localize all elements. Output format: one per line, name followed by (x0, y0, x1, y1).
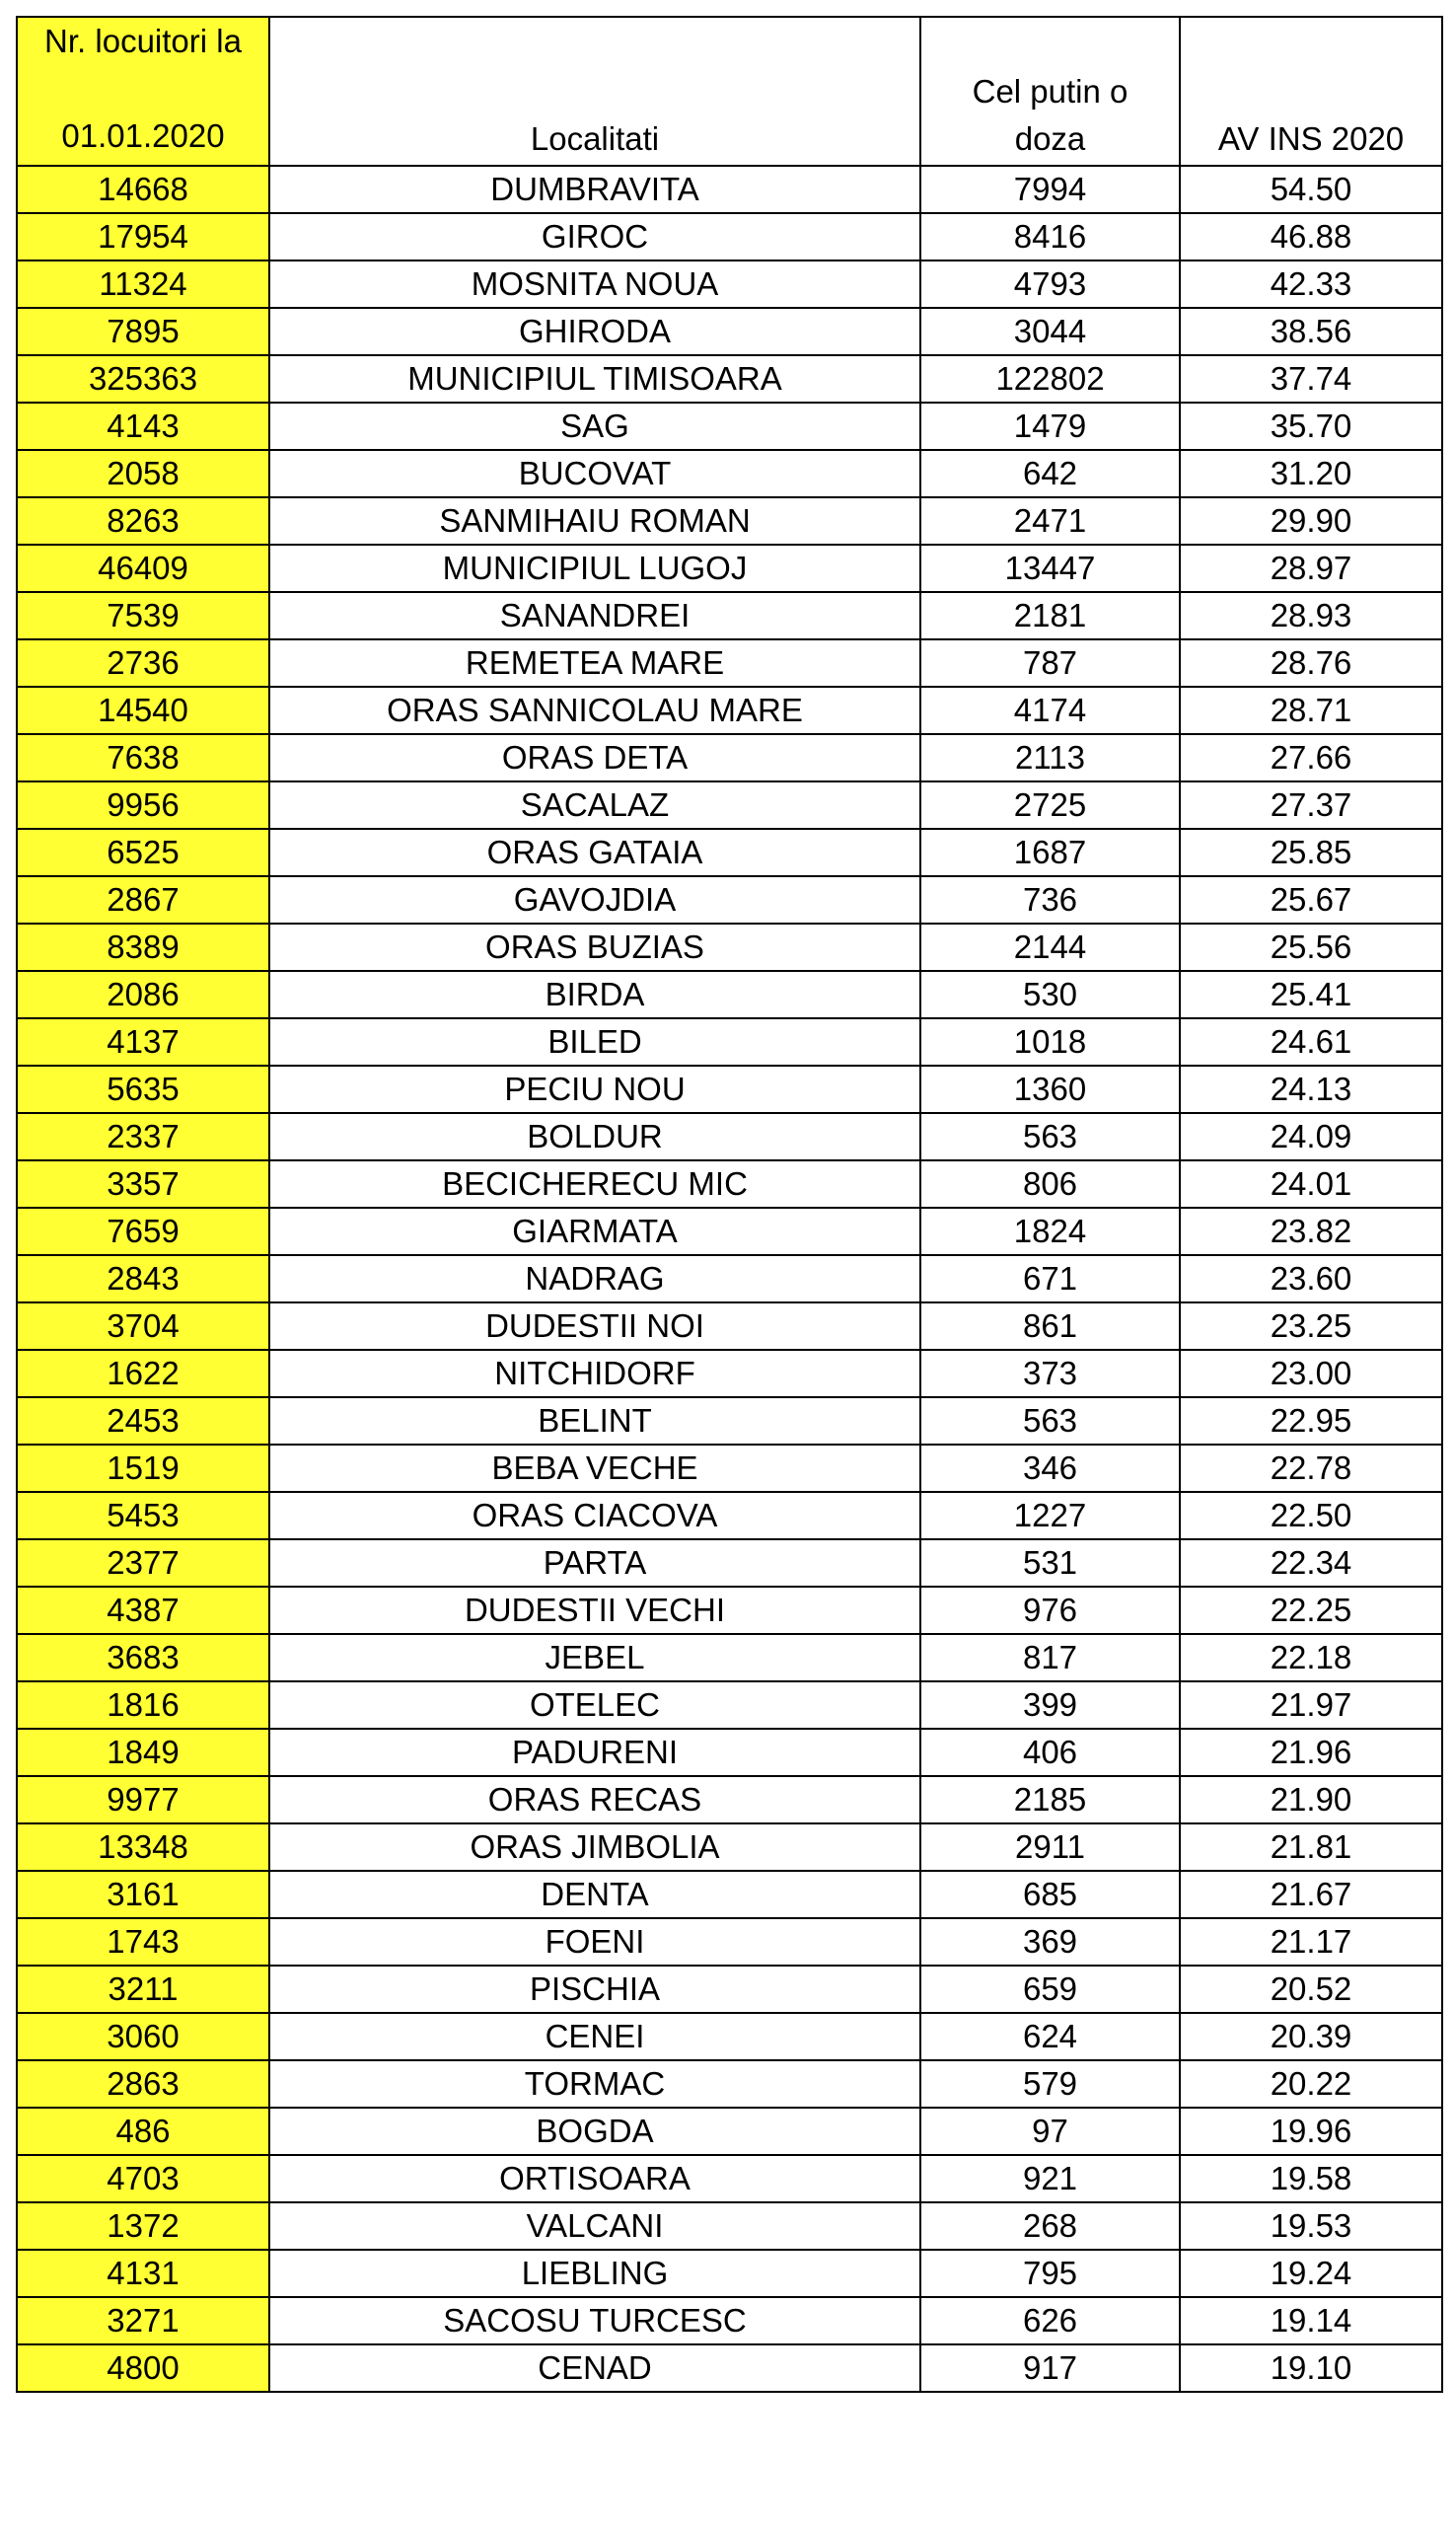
population-cell: 1743 (17, 1918, 269, 1966)
ratio-cell: 20.39 (1180, 2013, 1442, 2060)
doses-cell: 626 (920, 2297, 1180, 2344)
ratio-cell: 23.00 (1180, 1350, 1442, 1397)
doses-cell: 268 (920, 2202, 1180, 2250)
table-row (17, 971, 1442, 1018)
ratio-cell: 22.25 (1180, 1587, 1442, 1634)
population-cell: 2058 (17, 450, 269, 497)
ratio-cell: 21.67 (1180, 1871, 1442, 1918)
population-cell: 2843 (17, 1255, 269, 1302)
table-row (17, 687, 1442, 734)
population-cell: 7659 (17, 1208, 269, 1255)
ratio-cell: 54.50 (1180, 166, 1442, 213)
population-cell: 486 (17, 2108, 269, 2155)
table-row (17, 639, 1442, 687)
ratio-cell: 23.25 (1180, 1302, 1442, 1350)
locality-cell: MUNICIPIUL LUGOJ (269, 545, 920, 592)
ratio-cell: 19.53 (1180, 2202, 1442, 2250)
table-row (17, 781, 1442, 829)
locality-cell: GHIRODA (269, 308, 920, 355)
population-cell: 1372 (17, 2202, 269, 2250)
doses-cell: 1479 (920, 403, 1180, 450)
table-row (17, 1350, 1442, 1397)
locality-cell: BUCOVAT (269, 450, 920, 497)
locality-cell: PARTA (269, 1539, 920, 1587)
locality-cell: CENAD (269, 2344, 920, 2392)
locality-cell: SACALAZ (269, 781, 920, 829)
population-cell: 46409 (17, 545, 269, 592)
table-row (17, 2155, 1442, 2202)
table-row (17, 1255, 1442, 1302)
population-cell: 7539 (17, 592, 269, 639)
table-row (17, 2060, 1442, 2108)
doses-cell: 921 (920, 2155, 1180, 2202)
population-cell: 3060 (17, 2013, 269, 2060)
doses-cell: 399 (920, 1681, 1180, 1729)
ratio-cell: 37.74 (1180, 355, 1442, 403)
ratio-cell: 28.76 (1180, 639, 1442, 687)
population-cell: 8389 (17, 924, 269, 971)
locality-cell: BILED (269, 1018, 920, 1066)
table-row (17, 2344, 1442, 2392)
population-cell: 3271 (17, 2297, 269, 2344)
header-population-line2: 01.01.2020 (61, 117, 225, 154)
table-row (17, 1966, 1442, 2013)
table-header (17, 17, 1442, 166)
doses-cell: 2144 (920, 924, 1180, 971)
locality-cell: ORAS RECAS (269, 1776, 920, 1823)
ratio-cell: 23.60 (1180, 1255, 1442, 1302)
population-cell: 8263 (17, 497, 269, 545)
population-cell: 3704 (17, 1302, 269, 1350)
locality-cell: PISCHIA (269, 1966, 920, 2013)
doses-cell: 2185 (920, 1776, 1180, 1823)
locality-cell: BOLDUR (269, 1113, 920, 1160)
ratio-cell: 22.50 (1180, 1492, 1442, 1539)
table-row (17, 1113, 1442, 1160)
table-row (17, 1681, 1442, 1729)
population-cell: 3683 (17, 1634, 269, 1681)
ratio-cell: 22.18 (1180, 1634, 1442, 1681)
population-cell: 3161 (17, 1871, 269, 1918)
doses-cell: 976 (920, 1587, 1180, 1634)
doses-cell: 2471 (920, 497, 1180, 545)
locality-cell: LIEBLING (269, 2250, 920, 2297)
doses-cell: 624 (920, 2013, 1180, 2060)
doses-cell: 7994 (920, 166, 1180, 213)
ratio-cell: 28.97 (1180, 545, 1442, 592)
doses-cell: 346 (920, 1445, 1180, 1492)
population-cell: 2867 (17, 876, 269, 924)
doses-cell: 917 (920, 2344, 1180, 2392)
table-row (17, 1729, 1442, 1776)
locality-cell: REMETEA MARE (269, 639, 920, 687)
doses-cell: 2113 (920, 734, 1180, 781)
header-row (17, 17, 1442, 166)
ratio-cell: 19.24 (1180, 2250, 1442, 2297)
ratio-cell: 24.61 (1180, 1018, 1442, 1066)
locality-cell: VALCANI (269, 2202, 920, 2250)
locality-cell: DUDESTII VECHI (269, 1587, 920, 1634)
population-cell: 2337 (17, 1113, 269, 1160)
ratio-cell: 21.90 (1180, 1776, 1442, 1823)
population-cell: 5453 (17, 1492, 269, 1539)
population-cell: 2863 (17, 2060, 269, 2108)
doses-cell: 4793 (920, 260, 1180, 308)
doses-cell: 563 (920, 1397, 1180, 1445)
population-cell: 4387 (17, 1587, 269, 1634)
table-row (17, 2202, 1442, 2250)
ratio-cell: 24.01 (1180, 1160, 1442, 1208)
locality-cell: GIARMATA (269, 1208, 920, 1255)
population-cell: 13348 (17, 1823, 269, 1871)
ratio-cell: 42.33 (1180, 260, 1442, 308)
population-cell: 7895 (17, 308, 269, 355)
population-cell: 2736 (17, 639, 269, 687)
population-cell: 6525 (17, 829, 269, 876)
table-row (17, 734, 1442, 781)
locality-cell: DUDESTII NOI (269, 1302, 920, 1350)
locality-cell: FOENI (269, 1918, 920, 1966)
locality-cell: JEBEL (269, 1634, 920, 1681)
header-doses (920, 17, 1180, 166)
table-row (17, 260, 1442, 308)
population-cell: 4137 (17, 1018, 269, 1066)
table-row (17, 1776, 1442, 1823)
ratio-cell: 19.58 (1180, 2155, 1442, 2202)
locality-cell: NITCHIDORF (269, 1350, 920, 1397)
doses-cell: 861 (920, 1302, 1180, 1350)
doses-cell: 817 (920, 1634, 1180, 1681)
doses-cell: 2725 (920, 781, 1180, 829)
doses-cell: 736 (920, 876, 1180, 924)
ratio-cell: 21.81 (1180, 1823, 1442, 1871)
table-row (17, 1492, 1442, 1539)
table-row (17, 2108, 1442, 2155)
table-row (17, 1066, 1442, 1113)
population-cell: 1849 (17, 1729, 269, 1776)
locality-cell: TORMAC (269, 2060, 920, 2108)
header-doses-line1: Cel putin o (972, 73, 1128, 110)
table-row (17, 1634, 1442, 1681)
header-doses-line2: doza (1014, 120, 1086, 157)
locality-cell: GAVOJDIA (269, 876, 920, 924)
table-row (17, 1823, 1442, 1871)
population-cell: 14540 (17, 687, 269, 734)
population-cell: 9977 (17, 1776, 269, 1823)
doses-cell: 579 (920, 2060, 1180, 2108)
table-row (17, 1302, 1442, 1350)
table-row (17, 2250, 1442, 2297)
header-population (17, 17, 269, 166)
table-row (17, 2297, 1442, 2344)
locality-cell: CENEI (269, 2013, 920, 2060)
locality-cell: BEBA VECHE (269, 1445, 920, 1492)
population-cell: 4703 (17, 2155, 269, 2202)
ratio-cell: 25.67 (1180, 876, 1442, 924)
doses-cell: 530 (920, 971, 1180, 1018)
ratio-cell: 21.17 (1180, 1918, 1442, 1966)
ratio-cell: 28.71 (1180, 687, 1442, 734)
table-row (17, 355, 1442, 403)
ratio-cell: 27.37 (1180, 781, 1442, 829)
header-population-line1: Nr. locuitori la (44, 23, 242, 59)
header-locality-label: Localitati (530, 120, 660, 157)
ratio-cell: 20.22 (1180, 2060, 1442, 2108)
doses-cell: 373 (920, 1350, 1180, 1397)
ratio-cell: 35.70 (1180, 403, 1442, 450)
locality-cell: MUNICIPIUL TIMISOARA (269, 355, 920, 403)
ratio-cell: 21.97 (1180, 1681, 1442, 1729)
table-row (17, 1445, 1442, 1492)
ratio-cell: 22.34 (1180, 1539, 1442, 1587)
locality-cell: PADURENI (269, 1729, 920, 1776)
locality-cell: GIROC (269, 213, 920, 260)
locality-cell: DUMBRAVITA (269, 166, 920, 213)
doses-cell: 795 (920, 2250, 1180, 2297)
doses-cell: 97 (920, 2108, 1180, 2155)
population-cell: 4800 (17, 2344, 269, 2392)
table-row (17, 166, 1442, 213)
locality-cell: SANMIHAIU ROMAN (269, 497, 920, 545)
locality-cell: NADRAG (269, 1255, 920, 1302)
table-body (17, 166, 1442, 2392)
locality-cell: BIRDA (269, 971, 920, 1018)
table-row (17, 1208, 1442, 1255)
doses-cell: 1687 (920, 829, 1180, 876)
ratio-cell: 22.78 (1180, 1445, 1442, 1492)
header-ratio-label: AV INS 2020 (1217, 120, 1405, 157)
locality-cell: PECIU NOU (269, 1066, 920, 1113)
locality-cell: BECICHERECU MIC (269, 1160, 920, 1208)
table-row (17, 497, 1442, 545)
locality-cell: ORTISOARA (269, 2155, 920, 2202)
table-row (17, 213, 1442, 260)
locality-cell: ORAS DETA (269, 734, 920, 781)
table-row (17, 876, 1442, 924)
ratio-cell: 23.82 (1180, 1208, 1442, 1255)
doses-cell: 1360 (920, 1066, 1180, 1113)
doses-cell: 13447 (920, 545, 1180, 592)
population-cell: 14668 (17, 166, 269, 213)
ratio-cell: 29.90 (1180, 497, 1442, 545)
locality-cell: DENTA (269, 1871, 920, 1918)
ratio-cell: 25.85 (1180, 829, 1442, 876)
doses-cell: 1227 (920, 1492, 1180, 1539)
table-row (17, 924, 1442, 971)
locality-cell: OTELEC (269, 1681, 920, 1729)
locality-cell: ORAS GATAIA (269, 829, 920, 876)
table-row (17, 1397, 1442, 1445)
locality-cell: SANANDREI (269, 592, 920, 639)
ratio-cell: 19.10 (1180, 2344, 1442, 2392)
population-cell: 1519 (17, 1445, 269, 1492)
population-cell: 1816 (17, 1681, 269, 1729)
population-cell: 3357 (17, 1160, 269, 1208)
ratio-cell: 31.20 (1180, 450, 1442, 497)
population-cell: 2377 (17, 1539, 269, 1587)
table-row (17, 2013, 1442, 2060)
locality-cell: ORAS BUZIAS (269, 924, 920, 971)
locality-cell: BOGDA (269, 2108, 920, 2155)
locality-cell: SACOSU TURCESC (269, 2297, 920, 2344)
doses-cell: 406 (920, 1729, 1180, 1776)
ratio-cell: 38.56 (1180, 308, 1442, 355)
vaccination-table (16, 16, 1443, 2393)
doses-cell: 531 (920, 1539, 1180, 1587)
population-cell: 4143 (17, 403, 269, 450)
ratio-cell: 27.66 (1180, 734, 1442, 781)
doses-cell: 563 (920, 1113, 1180, 1160)
doses-cell: 8416 (920, 213, 1180, 260)
population-cell: 4131 (17, 2250, 269, 2297)
table-row (17, 829, 1442, 876)
doses-cell: 2181 (920, 592, 1180, 639)
header-ratio (1180, 17, 1442, 166)
ratio-cell: 46.88 (1180, 213, 1442, 260)
ratio-cell: 24.13 (1180, 1066, 1442, 1113)
doses-cell: 806 (920, 1160, 1180, 1208)
population-cell: 9956 (17, 781, 269, 829)
table-row (17, 1587, 1442, 1634)
population-cell: 1622 (17, 1350, 269, 1397)
table-row (17, 592, 1442, 639)
doses-cell: 685 (920, 1871, 1180, 1918)
population-cell: 5635 (17, 1066, 269, 1113)
table-row (17, 1018, 1442, 1066)
doses-cell: 4174 (920, 687, 1180, 734)
ratio-cell: 19.96 (1180, 2108, 1442, 2155)
population-cell: 325363 (17, 355, 269, 403)
doses-cell: 369 (920, 1918, 1180, 1966)
locality-cell: SAG (269, 403, 920, 450)
doses-cell: 642 (920, 450, 1180, 497)
ratio-cell: 28.93 (1180, 592, 1442, 639)
ratio-cell: 24.09 (1180, 1113, 1442, 1160)
doses-cell: 1824 (920, 1208, 1180, 1255)
ratio-cell: 25.56 (1180, 924, 1442, 971)
ratio-cell: 22.95 (1180, 1397, 1442, 1445)
doses-cell: 1018 (920, 1018, 1180, 1066)
doses-cell: 787 (920, 639, 1180, 687)
header-locality (269, 17, 920, 166)
table-row (17, 403, 1442, 450)
population-cell: 2086 (17, 971, 269, 1018)
ratio-cell: 19.14 (1180, 2297, 1442, 2344)
ratio-cell: 20.52 (1180, 1966, 1442, 2013)
table-row (17, 545, 1442, 592)
table-row (17, 1871, 1442, 1918)
doses-cell: 671 (920, 1255, 1180, 1302)
locality-cell: MOSNITA NOUA (269, 260, 920, 308)
population-cell: 11324 (17, 260, 269, 308)
doses-cell: 2911 (920, 1823, 1180, 1871)
population-cell: 7638 (17, 734, 269, 781)
locality-cell: BELINT (269, 1397, 920, 1445)
doses-cell: 659 (920, 1966, 1180, 2013)
ratio-cell: 25.41 (1180, 971, 1442, 1018)
locality-cell: ORAS CIACOVA (269, 1492, 920, 1539)
doses-cell: 122802 (920, 355, 1180, 403)
table-row (17, 1918, 1442, 1966)
table-row (17, 450, 1442, 497)
table-row (17, 1539, 1442, 1587)
table-row (17, 1160, 1442, 1208)
population-cell: 17954 (17, 213, 269, 260)
population-cell: 2453 (17, 1397, 269, 1445)
locality-cell: ORAS SANNICOLAU MARE (269, 687, 920, 734)
table-row (17, 308, 1442, 355)
population-cell: 3211 (17, 1966, 269, 2013)
doses-cell: 3044 (920, 308, 1180, 355)
ratio-cell: 21.96 (1180, 1729, 1442, 1776)
locality-cell: ORAS JIMBOLIA (269, 1823, 920, 1871)
